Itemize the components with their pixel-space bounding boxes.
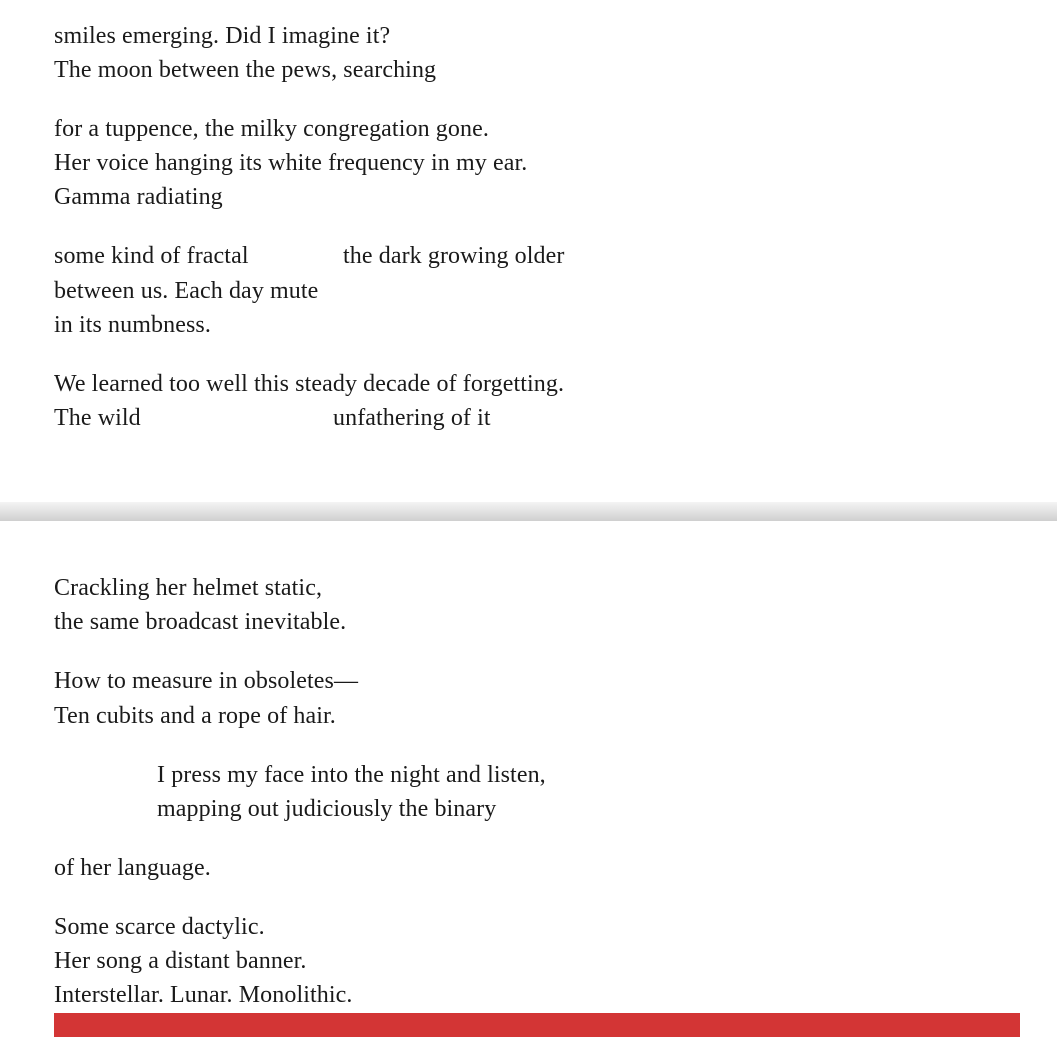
- poem-line: Some scarce dactylic.: [54, 914, 265, 940]
- poem-line: of her language.: [54, 855, 211, 881]
- poem-line: The moon between the pews, searching: [54, 57, 437, 83]
- poem-line: Ten cubits and a rope of hair.: [54, 703, 336, 729]
- poem-line: for a tuppence, the milky congregation gone.: [54, 116, 489, 142]
- poem-line: How to measure in obsoletes—: [54, 668, 359, 694]
- accent-bar: [54, 1013, 1020, 1037]
- poem-line: between us. Each day mute: [54, 278, 319, 304]
- poem-line: smiles emerging. Did I imagine it?: [54, 23, 391, 49]
- poem-line: Gamma radiating: [54, 184, 223, 210]
- poem-line-indented: I press my face into the night and listen,: [157, 762, 546, 788]
- panel-divider: [0, 502, 1057, 521]
- poem-line-indented: mapping out judiciously the binary: [157, 796, 497, 822]
- poem-line: Her song a distant banner.: [54, 948, 307, 974]
- poem-line-fragment: the dark growing older: [343, 243, 565, 269]
- poem-line: We learned too well this steady decade of forgetting.: [54, 371, 565, 397]
- poem-line: Interstellar. Lunar. Monolithic.: [54, 982, 353, 1008]
- poem-line: some kind of fractal: [54, 243, 249, 269]
- top-poem-panel: [0, 0, 1057, 502]
- poem-line: Crackling her helmet static,: [54, 575, 323, 601]
- poem-line: in its numbness.: [54, 312, 211, 338]
- poem-line-fragment: unfathering of it: [333, 405, 491, 431]
- poem-line: Her voice hanging its white frequency in my ear.: [54, 150, 528, 176]
- poem-line: the same broadcast inevitable.: [54, 609, 347, 635]
- poem-line: The wild: [54, 405, 141, 431]
